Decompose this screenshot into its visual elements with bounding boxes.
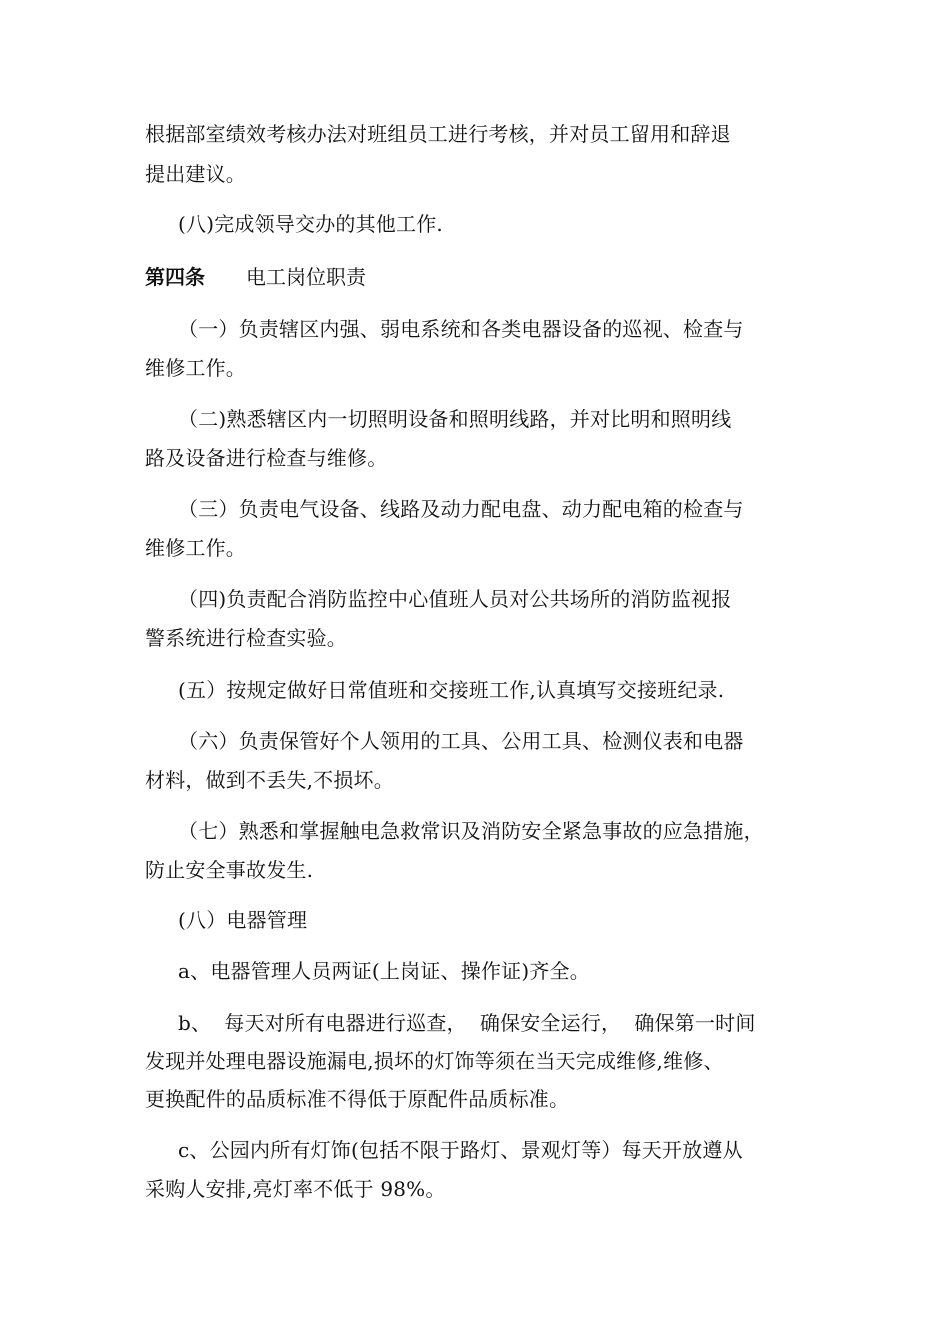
item-1-line-1: （一）负责辖区内强、弱电系统和各类电器设备的巡视、检查与 <box>178 317 744 341</box>
sub-item-b-line-3: 更换配件的品质标准不得低于原配件品质标准。 <box>145 1087 570 1111</box>
item-2-line-1: （二)熟悉辖区内一切照明设备和照明线路，并对比明和照明线 <box>178 407 732 431</box>
item-3-line-1: （三）负责电气设备、线路及动力配电盘、动力配电箱的检查与 <box>178 497 744 521</box>
item-5: (五）按规定做好日常值班和交接班工作,认真填写交接班纪录. <box>178 678 725 702</box>
article-4-label: 第四条 <box>145 265 205 289</box>
item-3-line-2: 维修工作。 <box>145 536 246 560</box>
item-1-line-2: 维修工作。 <box>145 356 246 380</box>
sub-item-a: a、电器管理人员两证(上岗证、操作证)齐全。 <box>178 959 590 983</box>
item-4-line-1: （四)负责配合消防监控中心值班人员对公共场所的消防监视报 <box>178 587 732 611</box>
item-6-line-1: （六）负责保管好个人领用的工具、公用工具、检测仪表和电器 <box>178 729 744 753</box>
item-7-line-2: 防止安全事故发生. <box>145 858 314 882</box>
intro-line-1: 根据部室绩效考核办法对班组员工进行考核，并对员工留用和辞退 <box>145 122 731 146</box>
sub-item-b-line-1: b、 每天对所有电器进行巡查， 确保安全运行， 确保第一时间 <box>178 1011 756 1035</box>
item-7-line-1: （七）熟悉和掌握触电急救常识及消防安全紧急事故的应急措施， <box>178 819 764 843</box>
item-8: (八）电器管理 <box>178 908 308 932</box>
sub-item-c-line-2: 采购人安排,亮灯率不低于 98%。 <box>145 1177 446 1201</box>
sub-item-b-line-2: 发现并处理电器设施漏电,损坏的灯饰等须在当天完成维修,维修、 <box>145 1049 724 1073</box>
item-6-line-2: 材料，做到不丢失,不损坏。 <box>145 768 394 792</box>
item-4-line-2: 警系统进行检查实验。 <box>145 626 347 650</box>
sub-item-c-line-1: c、公园内所有灯饰(包括不限于路灯、景观灯等）每天开放遵从 <box>178 1138 743 1162</box>
intro-line-2: 提出建议。 <box>145 162 246 186</box>
item-8-previous: (八)完成领导交办的其他工作. <box>178 212 443 236</box>
item-2-line-2: 路及设备进行检查与维修。 <box>145 446 388 470</box>
article-4-title: 电工岗位职责 <box>246 265 366 289</box>
